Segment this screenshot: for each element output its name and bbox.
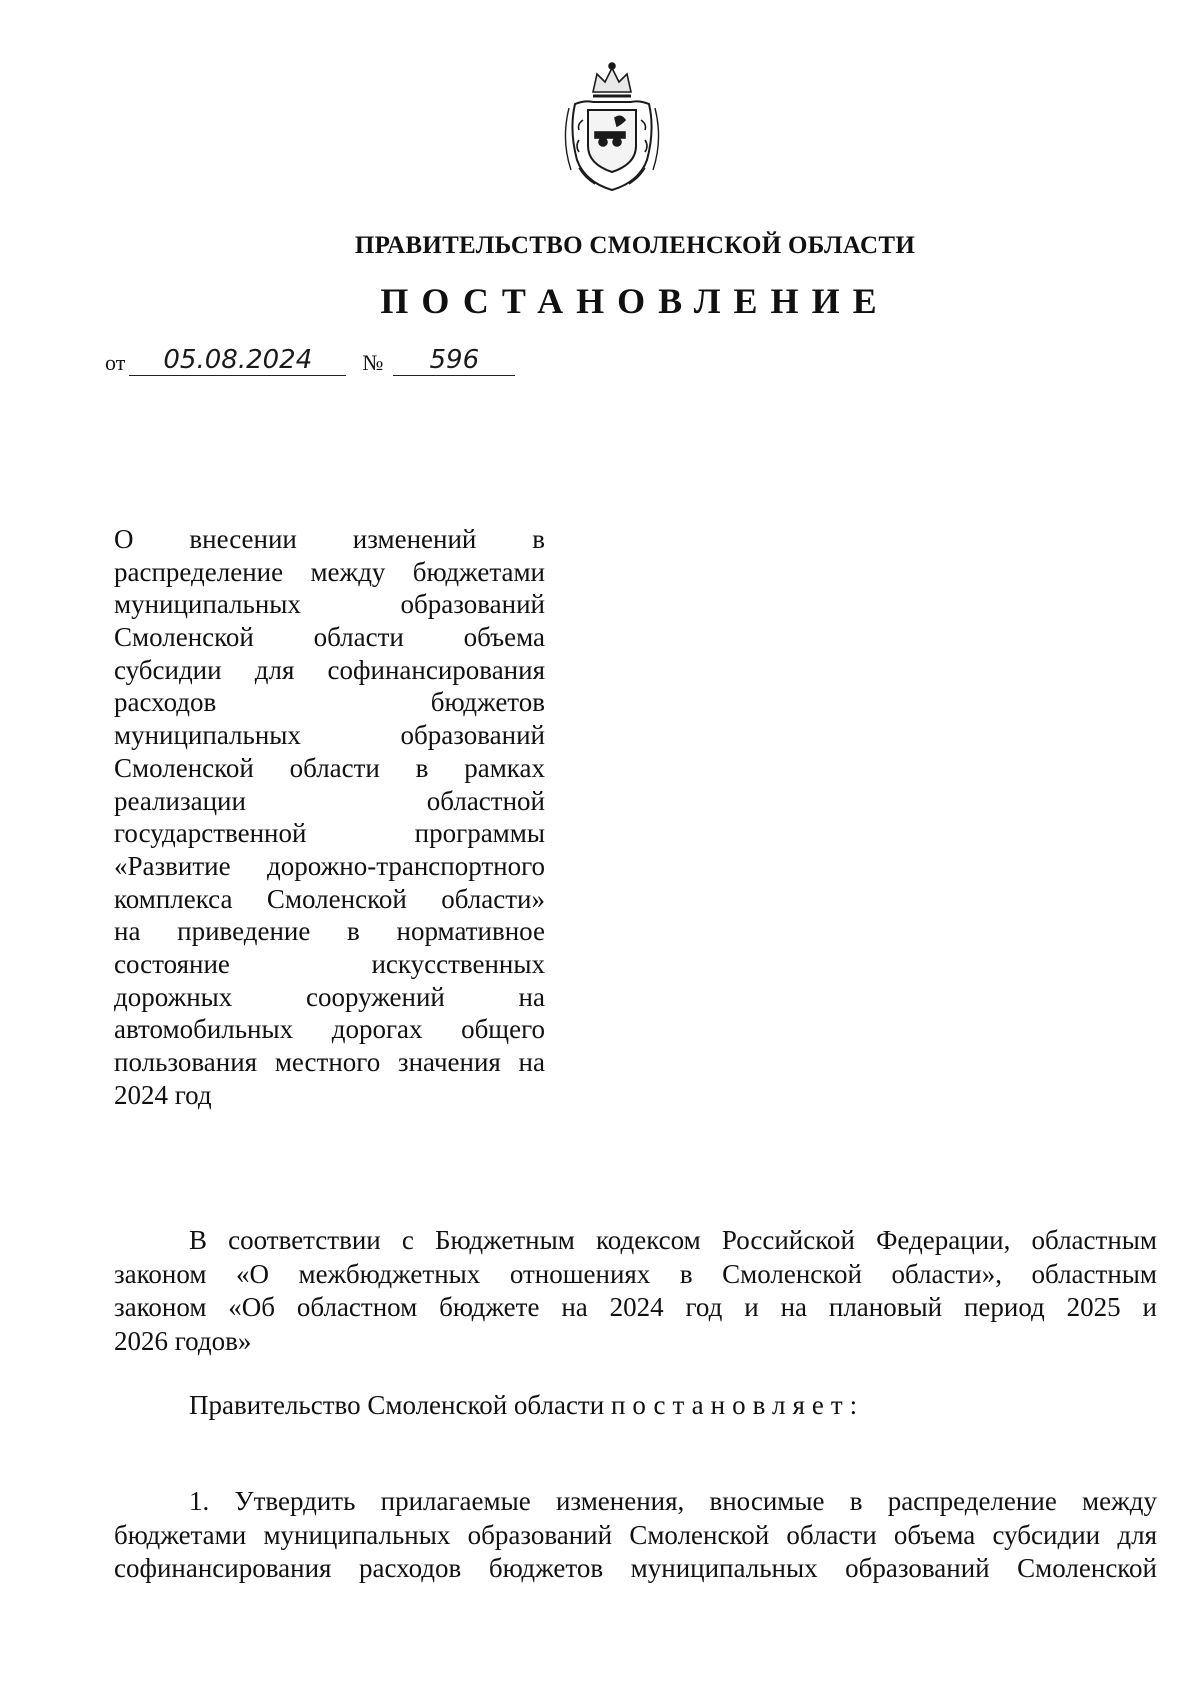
preamble-paragraph	[114, 1224, 1157, 1358]
document-type-title: ПОСТАНОВЛЕНИЕ	[380, 281, 890, 321]
subject-line: пользования местного значения на	[114, 1047, 545, 1077]
subject-line: распределение между бюджетами	[114, 556, 545, 587]
date-prefix: от	[105, 350, 126, 375]
subject-line: Смоленской области объема	[114, 622, 545, 653]
subject-line: «Развитие дорожно-транспортного	[114, 850, 545, 881]
subject-line: Смоленской области в рамках	[114, 752, 545, 783]
resolution-prefix: Правительство Смоленской области	[189, 1390, 605, 1420]
subject-line: муниципальных образований	[114, 720, 545, 751]
subject-line: автомобильных дорогах общего	[114, 1014, 545, 1045]
number-sign: №	[362, 350, 384, 375]
resolution-verb: постановляет:	[610, 1390, 865, 1420]
subject-block	[114, 523, 545, 1111]
resolution-paragraph	[114, 1389, 1157, 1423]
subject-line: на приведение в нормативное	[114, 916, 545, 947]
date-number-line	[105, 340, 515, 376]
preamble-line: В соответствии с Бюджетным кодексом Российской Федерации, областным	[189, 1225, 1157, 1255]
subject-line: субсидии для софинансирования	[114, 654, 545, 685]
preamble-line: законом «О межбюджетных отношениях в Смоленской области», областным	[114, 1258, 1157, 1289]
subject-line: О внесении изменений в	[114, 524, 545, 554]
handwritten-date: 05.08.2024	[129, 345, 346, 376]
subject-line: дорожных сооружений на	[114, 981, 545, 1012]
subject-line: расходов бюджетов	[114, 687, 545, 718]
preamble-line: законом «Об областном бюджете на 2024 год и на плановый период 2025 и	[114, 1292, 1157, 1322]
handwritten-number: 596	[393, 345, 515, 376]
subject-line: государственной программы	[114, 818, 545, 849]
subject-line: реализации областной	[114, 785, 545, 816]
item-1-line: 1. Утвердить прилагаемые изменения, вносимые в распределение между	[189, 1486, 1157, 1516]
item-1-line: бюджетами муниципальных образований Смоленской области объема субсидии для	[114, 1519, 1157, 1550]
organization-title: ПРАВИТЕЛЬСТВО СМОЛЕНСКОЙ ОБЛАСТИ	[354, 232, 916, 259]
subject-line: муниципальных образований	[114, 589, 545, 620]
coat-of-arms-emblem	[555, 60, 670, 195]
subject-line: состояние искусственных	[114, 948, 545, 979]
resolution-line	[114, 1389, 1157, 1423]
subject-line: 2024 год	[114, 1079, 212, 1110]
item-1-paragraph	[114, 1485, 1157, 1586]
item-1-line: софинансирования расходов бюджетов муниципальных образований Смоленской	[114, 1553, 1157, 1583]
preamble-line: 2026 годов»	[114, 1325, 252, 1356]
subject-line: комплекса Смоленской области»	[114, 883, 545, 914]
